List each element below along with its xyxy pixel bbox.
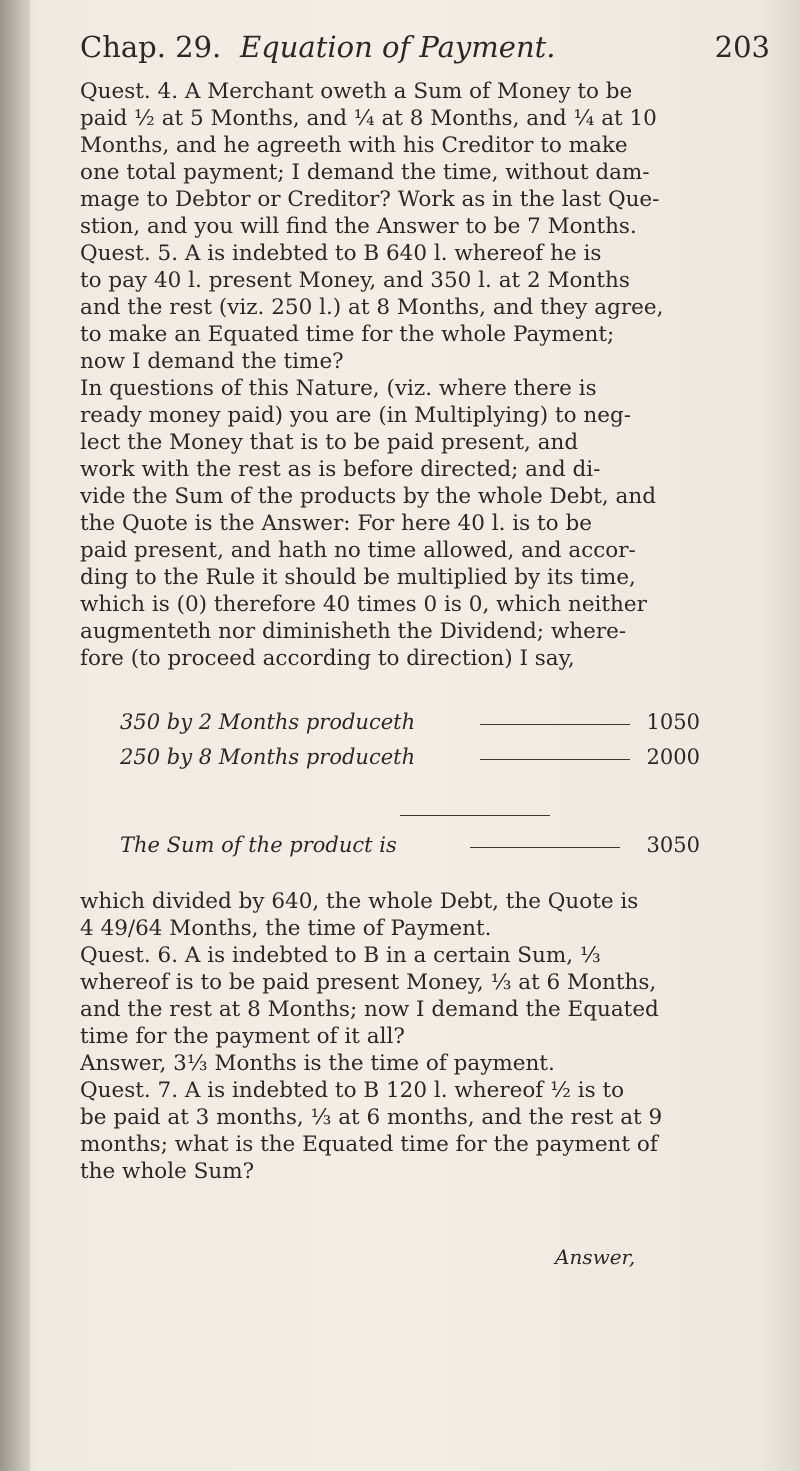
calculation-result: 1050 (646, 710, 700, 734)
text-line: ding to the Rule it should be multiplied by its time, (80, 565, 636, 590)
text-line: months; what is the Equated time for the payment of (80, 1132, 658, 1157)
text-line: Answer, 3⅓ Months is the time of payment. (80, 1051, 555, 1076)
paragraph-quote (80, 888, 770, 942)
page-gutter-shadow (0, 0, 30, 1471)
text-line: to make an Equated time for the whole Payment; (80, 322, 615, 347)
calculation-row (120, 710, 720, 738)
text-line: whereof is to be paid present Money, ⅓ at 6 Months, (80, 970, 657, 995)
text-line: paid present, and hath no time allowed, and accor- (80, 538, 636, 563)
text-line: to pay 40 l. present Money, and 350 l. at 2 Months (80, 268, 630, 293)
leader-line (480, 759, 630, 760)
calculation-text: 250 by 8 Months produceth (120, 745, 416, 769)
text-line: and the rest (viz. 250 l.) at 8 Months, and they agree, (80, 295, 664, 320)
text-line: now I demand the time? (80, 349, 344, 374)
paragraph-question-5 (80, 240, 770, 375)
text-line: mage to Debtor or Creditor? Work as in the last Que- (80, 187, 660, 212)
body-text-continued (80, 888, 770, 1185)
calculation-sum-text: The Sum of the product is (120, 833, 397, 857)
leader-line (480, 724, 630, 725)
calculation-sum (120, 833, 720, 861)
paragraph-explanation (80, 375, 770, 672)
calculation-row (120, 745, 720, 773)
text-line: be paid at 3 months, ⅓ at 6 months, and the rest at 9 (80, 1105, 663, 1130)
text-line: 4 49/64 Months, the time of Payment. (80, 916, 492, 941)
text-line: the whole Sum? (80, 1159, 255, 1184)
body-text (80, 78, 770, 672)
calculation-text: 350 by 2 Months produceth (120, 710, 416, 734)
text-line: lect the Money that is to be paid present, and (80, 430, 579, 455)
page-title: Equation of Payment. (240, 30, 556, 64)
paragraph-question-4 (80, 78, 770, 240)
page-number: 203 (714, 30, 770, 64)
paragraph-question-6 (80, 942, 770, 1077)
text-line: time for the payment of it all? (80, 1024, 405, 1049)
text-line: Quest. 6. A is indebted to B in a certain Sum, ⅓ (80, 943, 601, 968)
running-header (80, 30, 770, 70)
text-line: Quest. 4. A Merchant oweth a Sum of Money to be (80, 79, 633, 104)
text-line: paid ½ at 5 Months, and ¼ at 8 Months, and ¼ at 10 (80, 106, 657, 131)
text-line: which is (0) therefore 40 times 0 is 0, which neither (80, 592, 647, 617)
text-line: and the rest at 8 Months; now I demand the Equated (80, 997, 659, 1022)
text-line: the Quote is the Answer: For here 40 l. is to be (80, 511, 592, 536)
text-line: In questions of this Nature, (viz. where there is (80, 376, 597, 401)
text-line: Months, and he agreeth with his Creditor to make (80, 133, 628, 158)
text-line: ready money paid) you are (in Multiplying) to neg- (80, 403, 632, 428)
answer-label: Answer, (555, 1245, 636, 1269)
chapter-label: Chap. 29. (80, 30, 222, 64)
text-line: Quest. 7. A is indebted to B 120 l. whereof ½ is to (80, 1078, 625, 1103)
leader-line (470, 847, 620, 848)
paragraph-question-7 (80, 1077, 770, 1185)
text-line: vide the Sum of the products by the whole Debt, and (80, 484, 656, 509)
text-line: Quest. 5. A is indebted to B 640 l. whereof he is (80, 241, 602, 266)
text-line: fore (to proceed according to direction) I say, (80, 646, 575, 671)
text-line: which divided by 640, the whole Debt, the Quote is (80, 889, 639, 914)
calculation-sum-result: 3050 (646, 833, 700, 857)
sum-rule (400, 815, 550, 816)
calculation-result: 2000 (646, 745, 700, 769)
text-line: augmenteth nor diminisheth the Dividend; where- (80, 619, 627, 644)
text-line: work with the rest as is before directed; and di- (80, 457, 601, 482)
text-line: stion, and you will find the Answer to be 7 Months. (80, 214, 637, 239)
text-line: one total payment; I demand the time, without dam- (80, 160, 650, 185)
